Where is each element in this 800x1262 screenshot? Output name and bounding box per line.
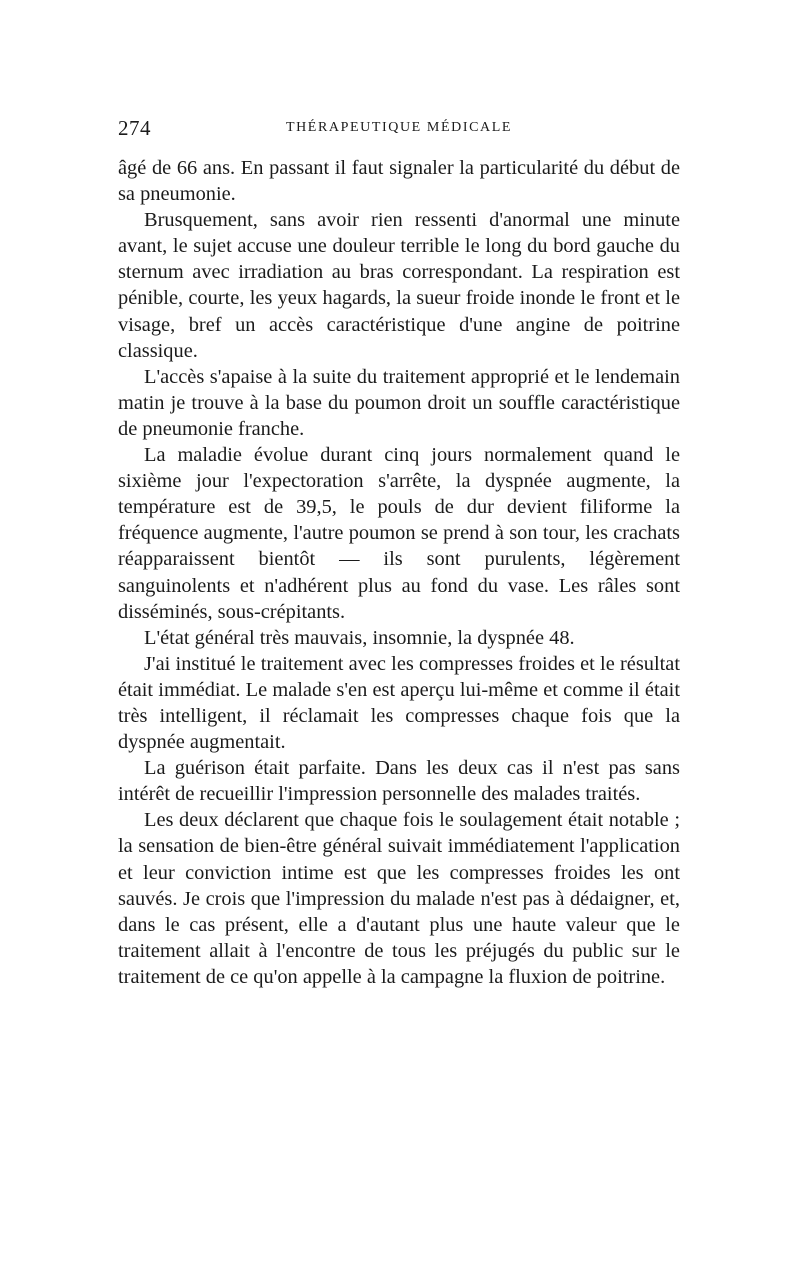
body-text [118, 155, 680, 990]
paragraph: Brusquement, sans avoir rien ressenti d'anormal une minute avant, le sujet accuse une douleur terrible le long du bord gauche du sternum avec irradiation au bras correspondant. La respiration est pénible, courte, les yeux hagards, la sueur froide inonde le front et le visage, bref un accès caractéristique d'une angine de poitrine classique. [118, 209, 680, 362]
page-number: 274 [118, 116, 151, 140]
paragraph: La maladie évolue durant cinq jours normalement quand le sixième jour l'expectoration s'arrête, la dyspnée augmente, la température est de 39,5, le pouls de dur devient filiforme la fréquence augmente, l'autre poumon se prend à son tour, les crachats réapparaissent bientôt — ils sont purulents, légèrement sanguinolents et n'adhérent plus au fond du vase. Les râles sont disséminés, sous-crépitants. [118, 444, 680, 623]
page-header [118, 116, 680, 142]
paragraph: âgé de 66 ans. En passant il faut signaler la particularité du début de sa pneumonie. [118, 157, 680, 206]
paragraph: L'accès s'apaise à la suite du traitement approprié et le lendemain matin je trouve à la base du poumon droit un souffle caractéristique de pneumonie franche. [118, 365, 680, 440]
paragraph: L'état général très mauvais, insomnie, la dyspnée 48. [144, 626, 575, 649]
paragraph: J'ai institué le traitement avec les compresses froides et le résultat était immédiat. Le malade s'en est aperçu lui-même et comme il était très intelligent, il réclamait les compresses chaque fois que la dyspnée augmentait. [118, 652, 680, 754]
paragraph: Les deux déclarent que chaque fois le soulagement était notable ; la sensation de bien-être général suivait immédiatement l'application et leur conviction intime est que les compresses froides les ont sauvés. Je crois que l'impression du malade n'est pas à dédaigner, et, dans le cas présent, elle a d'autant plus une haute valeur que le traitement allait à l'encontre de tous les préjugés du public sur le traitement de ce qu'on appelle à la campagne la fluxion de poitrine. [118, 809, 680, 988]
running-title: THÉRAPEUTIQUE MÉDICALE [285, 120, 513, 135]
paragraph: La guérison était parfaite. Dans les deux cas il n'est pas sans intérêt de recueillir l'impression personnelle des malades traités. [118, 757, 680, 806]
